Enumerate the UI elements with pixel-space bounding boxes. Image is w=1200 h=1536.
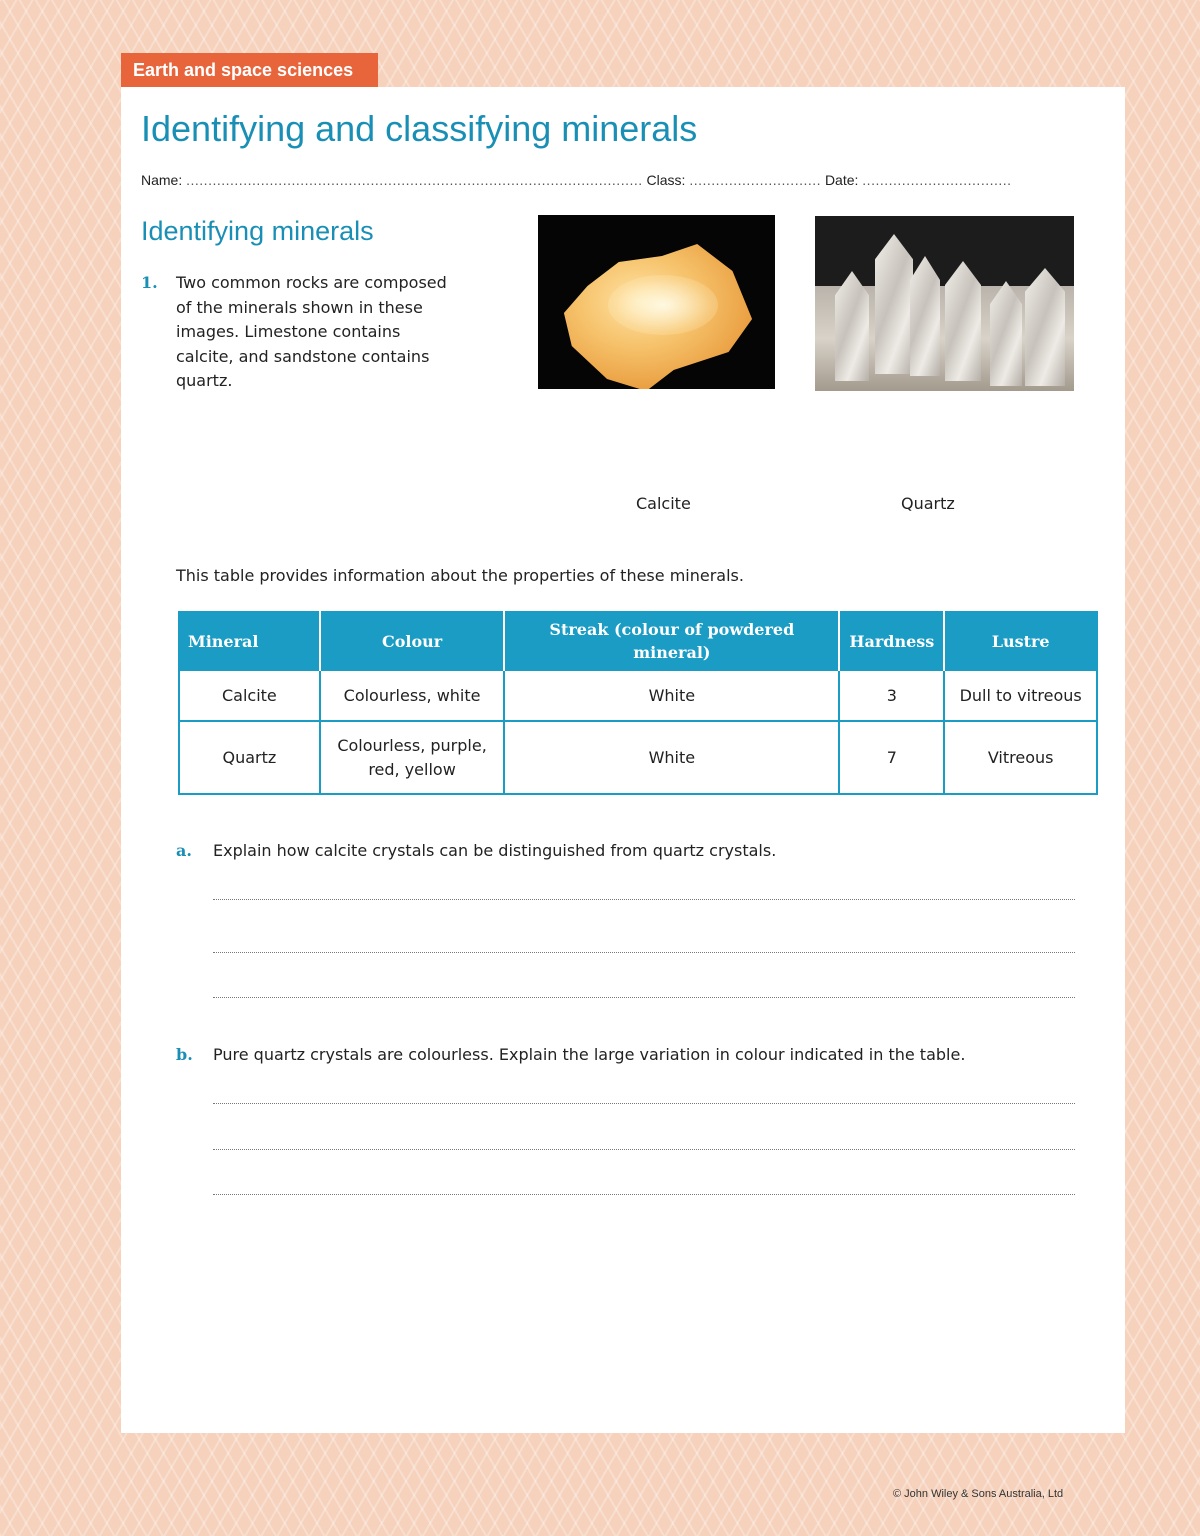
question-text-line: calcite, and sandstone contains bbox=[176, 346, 430, 366]
student-details-line bbox=[141, 172, 1077, 188]
part-b-question: Pure quartz crystals are colourless. Explain the large variation in colour indicated in the table. bbox=[213, 1045, 966, 1064]
table-row bbox=[179, 670, 1097, 721]
question-text-line: quartz. bbox=[176, 371, 233, 390]
table-cell: White bbox=[504, 670, 839, 721]
quartz-crystal bbox=[945, 261, 981, 381]
part-a-question: Explain how calcite crystals can be distinguished from quartz crystals. bbox=[213, 841, 777, 860]
quartz-photo bbox=[815, 216, 1074, 391]
date-label: Date: bbox=[824, 172, 859, 188]
answer-line[interactable] bbox=[213, 1194, 1075, 1195]
column-header: Hardness bbox=[839, 612, 944, 670]
table-row bbox=[179, 721, 1097, 794]
table-header-row bbox=[179, 612, 1097, 670]
date-field[interactable]: .................................. bbox=[862, 172, 1012, 188]
question-text-line: images. Limestone contains bbox=[176, 322, 401, 341]
calcite-photo bbox=[538, 215, 775, 389]
answer-line[interactable] bbox=[213, 952, 1075, 953]
name-label: Name: bbox=[141, 172, 183, 188]
quartz-crystal bbox=[1025, 268, 1065, 386]
class-label: Class: bbox=[646, 172, 686, 188]
table-cell: White bbox=[504, 721, 839, 794]
column-header: Mineral bbox=[179, 612, 320, 670]
quartz-caption: Quartz bbox=[901, 494, 955, 513]
answer-line[interactable] bbox=[213, 1103, 1075, 1104]
table-cell: 7 bbox=[839, 721, 944, 794]
answer-line[interactable] bbox=[213, 1149, 1075, 1150]
column-header: Colour bbox=[320, 612, 505, 670]
quartz-crystal bbox=[910, 256, 940, 376]
section-tag: Earth and space sciences bbox=[121, 53, 378, 87]
table-cell: Colourless, white bbox=[320, 670, 505, 721]
class-field[interactable]: .............................. bbox=[689, 172, 822, 188]
mineral-properties-table bbox=[178, 611, 1098, 795]
question-text-line: Two common rocks are composed bbox=[176, 273, 447, 292]
question-text bbox=[176, 271, 447, 394]
calcite-highlight bbox=[608, 275, 718, 335]
page-title: Identifying and classifying minerals bbox=[141, 108, 698, 149]
quartz-crystal bbox=[875, 234, 913, 374]
table-cell: Quartz bbox=[179, 721, 320, 794]
part-a-label: a. bbox=[176, 841, 192, 860]
column-header: Lustre bbox=[944, 612, 1097, 670]
table-cell: 3 bbox=[839, 670, 944, 721]
calcite-caption: Calcite bbox=[636, 494, 691, 513]
table-intro: This table provides information about the properties of these minerals. bbox=[176, 566, 744, 585]
answer-line[interactable] bbox=[213, 899, 1075, 900]
table-cell: Vitreous bbox=[944, 721, 1097, 794]
question-number: 1. bbox=[141, 273, 158, 292]
question-text-line: of the minerals shown in these bbox=[176, 297, 423, 317]
section-heading: Identifying minerals bbox=[141, 216, 374, 246]
name-field[interactable]: ........................................................................................................ bbox=[186, 172, 643, 188]
table-cell: Dull to vitreous bbox=[944, 670, 1097, 721]
part-b-label: b. bbox=[176, 1045, 193, 1064]
column-header: Streak (colour of powdered mineral) bbox=[504, 612, 839, 670]
answer-line[interactable] bbox=[213, 997, 1075, 998]
table-cell: Calcite bbox=[179, 670, 320, 721]
copyright-notice: © John Wiley & Sons Australia, Ltd bbox=[893, 1488, 1064, 1500]
table-cell: Colourless, purple, red, yellow bbox=[320, 721, 505, 794]
